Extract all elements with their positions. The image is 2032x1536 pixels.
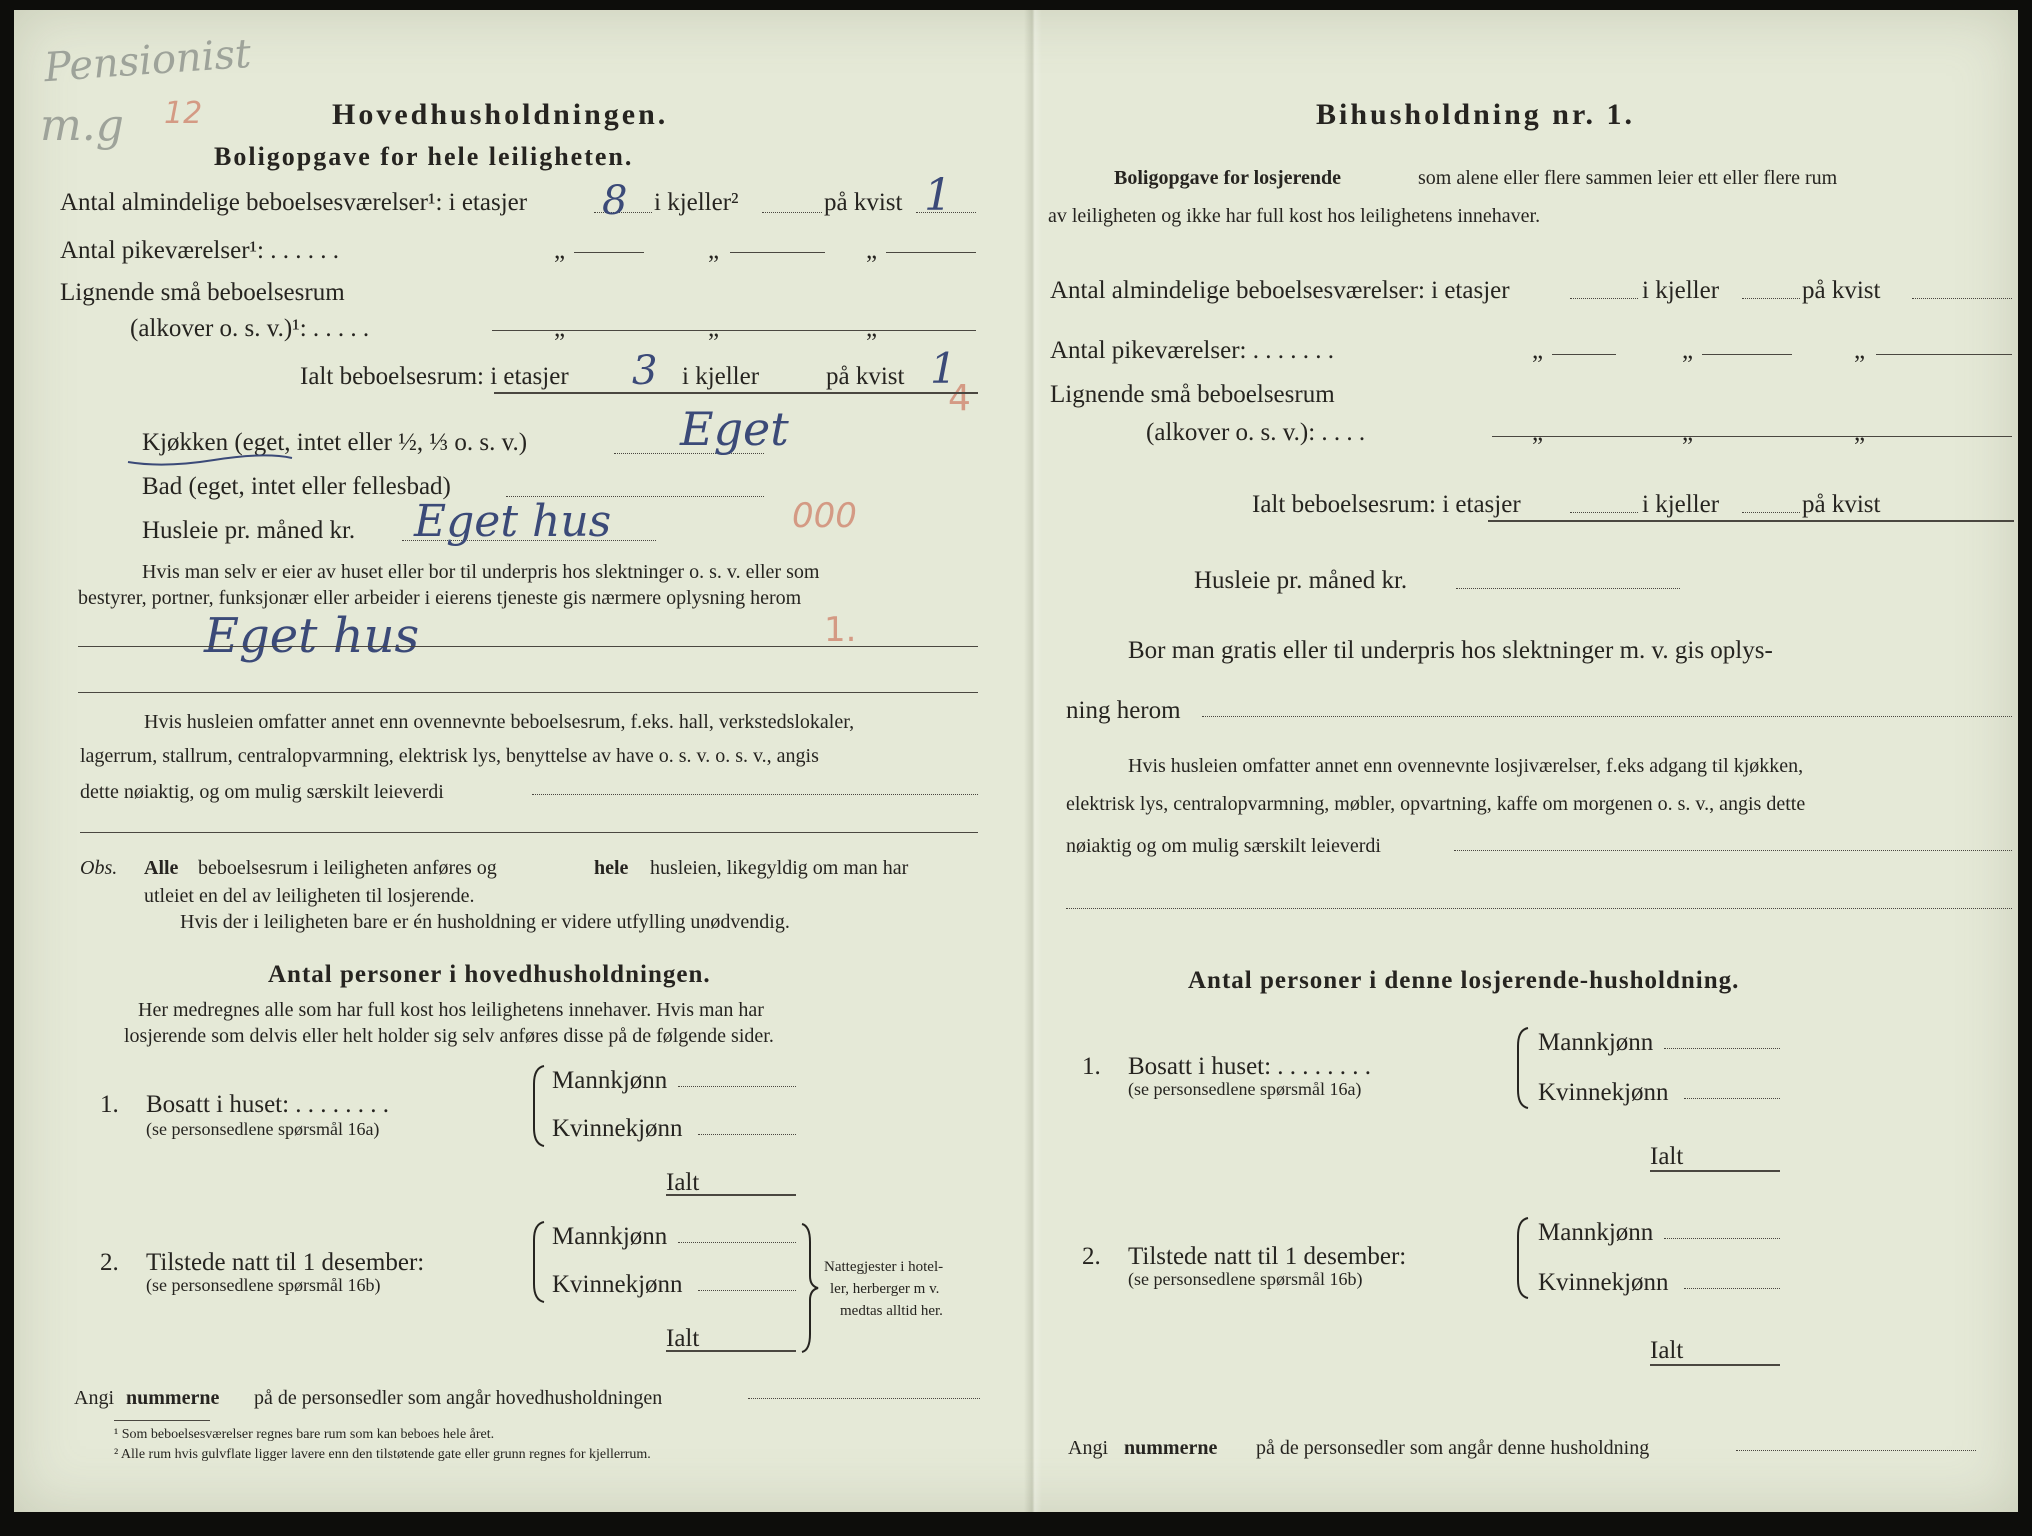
right-q1-mannkjonn-label: Mannkjønn (1538, 1029, 1654, 1056)
rooms-kvist-value: 1 (924, 170, 952, 221)
natt-note-3: medtas alltid her. (840, 1303, 943, 1319)
ditto-mark: „ (554, 237, 566, 264)
census-form-sheet (14, 10, 2018, 1512)
rooms-etasjer-value: 8 (602, 178, 628, 224)
q2-number: 2. (100, 1249, 119, 1276)
ditto-mark: „ (1854, 419, 1866, 446)
q1-mannkjonn-label: Mannkjønn (552, 1067, 668, 1094)
red-number-1: 1. (824, 610, 857, 650)
right-q1-kvinnekjonn-label: Kvinnekjønn (1538, 1079, 1669, 1106)
left-subtitle: Boligopgave for hele leiligheten. (214, 142, 634, 171)
persons-text-1: Her medregnes alle som har full kost hos leilighetens innehaver. Hvis man har (138, 999, 764, 1021)
left-title: Hovedhusholdningen. (332, 98, 669, 131)
ialt-kvist-value: 1 (930, 344, 957, 393)
right-q1-ialt-label: Ialt (1650, 1143, 1684, 1170)
footnote-2: ² Alle rum hvis gulvflate ligger lavere enn den tilstøtende gate eller grunn regnes for kjellerrum. (114, 1447, 651, 1462)
ialt-label: Ialt beboelsesrum: i etasjer (300, 363, 569, 390)
right-q1-note: (se personsedlene spørsmål 16a) (1128, 1079, 1362, 1099)
lignende-label: Lignende små beboelsesrum (60, 279, 345, 306)
kjokken-label: Kjøkken (eget, intet eller ½, ⅓ o. s. v.) (142, 429, 528, 456)
obs-text-1b: husleien, likegyldig om man har (650, 857, 909, 879)
ditto-mark: „ (708, 315, 720, 342)
q1-kvinnekjonn-label: Kvinnekjønn (552, 1115, 683, 1142)
ialt-etasjer-value: 3 (632, 348, 658, 394)
right-ialt-label: Ialt beboelsesrum: i etasjer (1252, 491, 1521, 518)
bad-label: Bad (eget, intet eller fellesbad) (142, 473, 451, 500)
obs-text-2: utleiet en del av leiligheten til losjerende. (144, 885, 475, 907)
rooms-kjeller-label: i kjeller² (654, 189, 739, 216)
red-number-12: 12 (164, 96, 203, 131)
ditto-mark: „ (554, 315, 566, 342)
q1-ialt-label: Ialt (666, 1169, 700, 1196)
natt-note-2: ler, herberger m v. (830, 1281, 940, 1297)
right-q2-number: 2. (1082, 1243, 1101, 1270)
right-intro-2: av leiligheten og ikke har full kost hos leilighetens innehaver. (1048, 205, 1541, 227)
right-angi-label: Angi (1068, 1437, 1108, 1459)
right-omfatter-2: elektrisk lys, centralopvarmning, møbler, opvartning, kaffe om morgenen o. s. v., angis dette (1066, 793, 1806, 815)
right-q1-label: Bosatt i huset: . . . . . . . . (1128, 1053, 1372, 1080)
husleie-value: Eget hus (414, 496, 612, 547)
natt-note-1: Nattegjester i hotel- (824, 1259, 944, 1275)
right-q2-mannkjonn-label: Mannkjønn (1538, 1219, 1654, 1246)
handwritten-pensionist: Pensionist (42, 30, 253, 92)
obs-text-1: beboelsesrum i leiligheten anføres og (198, 857, 497, 879)
left-angi-text: på de personsedler som angår hovedhusholdningen (254, 1387, 663, 1409)
right-q2-ialt-label: Ialt (1650, 1337, 1684, 1364)
right-q1-brace (1514, 1026, 1530, 1110)
handwritten-mg: m.g (40, 100, 124, 151)
right-ialt-kvist: på kvist (1802, 491, 1881, 518)
right-angi-nummerne: nummerne (1124, 1437, 1218, 1459)
ditto-mark: „ (1854, 337, 1866, 364)
right-intro-bold: Boligopgave for losjerende (1114, 167, 1342, 189)
right-omfatter-3: nøiaktig og om mulig særskilt leieverdi (1066, 835, 1381, 857)
eier-text-2: bestyrer, portner, funksjonær eller arbeider i eierens tjeneste gis nærmere oplysning herom (78, 587, 802, 609)
right-persons-title: Antal personer i denne losjerende-husholdning. (1188, 967, 1740, 994)
right-q2-kvinnekjonn-label: Kvinnekjønn (1538, 1269, 1669, 1296)
q2-brace (530, 1220, 546, 1304)
ialt-kjeller-label: i kjeller (682, 363, 760, 390)
right-angi-text: på de personsedler som angår denne husholdning (1256, 1437, 1650, 1459)
right-pike-label: Antal pikeværelser: . . . . . . . (1050, 337, 1334, 364)
husleie-label: Husleie pr. måned kr. (142, 517, 356, 544)
ditto-mark: „ (866, 315, 878, 342)
right-lignende-label: Lignende små beboelsesrum (1050, 381, 1335, 408)
obs-alle: Alle (144, 857, 179, 879)
ditto-mark: „ (708, 237, 720, 264)
red-number-4: 4 (948, 378, 971, 419)
q1-number: 1. (100, 1091, 119, 1118)
rooms-kvist-label: på kvist (824, 189, 903, 216)
pike-label: Antal pikeværelser¹: . . . . . . (60, 237, 339, 264)
left-angi-nummerne: nummerne (126, 1387, 220, 1409)
right-husleie-label: Husleie pr. måned kr. (1194, 567, 1408, 594)
q2-note: (se personsedlene spørsmål 16b) (146, 1275, 381, 1295)
alkover-label: (alkover o. s. v.)¹: . . . . . (130, 315, 370, 342)
red-number-000: 000 (792, 496, 857, 536)
right-q2-label: Tilstede natt til 1 desember: (1128, 1243, 1407, 1270)
oplysning-value: Eget hus (204, 608, 420, 664)
right-q2-note: (se personsedlene spørsmål 16b) (1128, 1269, 1363, 1289)
right-omfatter-1: Hvis husleien omfatter annet enn ovennevnte losjiværelser, f.eks adgang til kjøkken, (1128, 755, 1804, 777)
obs-hele: hele (594, 857, 629, 879)
right-title: Bihusholdning nr. 1. (1316, 98, 1636, 131)
left-persons-title: Antal personer i hovedhusholdningen. (268, 961, 711, 988)
ditto-mark: „ (1682, 337, 1694, 364)
footnote-1: ¹ Som beboelsesværelser regnes bare rum som kan beboes hele året. (114, 1427, 495, 1442)
right-gratis-text-2: ning herom (1066, 697, 1181, 724)
right-ialt-kjeller: i kjeller (1642, 491, 1720, 518)
q1-brace (530, 1064, 546, 1148)
q2-label: Tilstede natt til 1 desember: (146, 1249, 425, 1276)
natt-brace (800, 1222, 820, 1354)
right-rooms-kvist: på kvist (1802, 277, 1881, 304)
eier-text-1: Hvis man selv er eier av huset eller bor til underpris hos slektninger o. s. v. eller som (142, 561, 820, 583)
left-angi-label: Angi (74, 1387, 114, 1409)
right-rooms-kjeller: i kjeller (1642, 277, 1720, 304)
q2-kvinnekjonn-label: Kvinnekjønn (552, 1271, 683, 1298)
ditto-mark: „ (866, 237, 878, 264)
right-rooms-label: Antal almindelige beboelsesværelser: i etasjer (1050, 277, 1510, 304)
omfatter-text-2: lagerrum, stallrum, centralopvarmning, elektrisk lys, benyttelse av have o. s. v. o. s. v., angis (80, 745, 819, 767)
page-fold (1024, 10, 1042, 1512)
ialt-kvist-label: på kvist (826, 363, 905, 390)
kjokken-value: Eget (680, 402, 789, 456)
omfatter-text-1: Hvis husleien omfatter annet enn ovennevnte beboelsesrum, f.eks. hall, verkstedslokaler, (144, 711, 855, 733)
rooms-label: Antal almindelige beboelsesværelser¹: i etasjer (60, 189, 528, 216)
right-gratis-text-1: Bor man gratis eller til underpris hos slektninger m. v. gis oplys- (1128, 637, 1773, 664)
kjokken-underline-mark (124, 448, 294, 472)
omfatter-text-3: dette nøiaktig, og om mulig særskilt leieverdi (80, 781, 444, 803)
ditto-mark: „ (1682, 419, 1694, 446)
ditto-mark: „ (1532, 419, 1544, 446)
obs-text-3: Hvis der i leiligheten bare er én husholdning er videre utfylling unødvendig. (180, 911, 790, 933)
right-alkover-label: (alkover o. s. v.): . . . . (1146, 419, 1366, 446)
q2-mannkjonn-label: Mannkjønn (552, 1223, 668, 1250)
ditto-mark: „ (1532, 337, 1544, 364)
q1-note: (se personsedlene spørsmål 16a) (146, 1119, 380, 1139)
q2-ialt-label: Ialt (666, 1325, 700, 1352)
q1-label: Bosatt i huset: . . . . . . . . (146, 1091, 390, 1118)
obs-label: Obs. (80, 857, 118, 879)
persons-text-2: losjerende som delvis eller helt holder sig selv anføres disse på de følgende sider. (124, 1025, 774, 1047)
right-q1-number: 1. (1082, 1053, 1101, 1080)
right-intro-1: som alene eller flere sammen leier ett eller flere rum (1418, 167, 1838, 189)
right-q2-brace (1514, 1216, 1530, 1300)
